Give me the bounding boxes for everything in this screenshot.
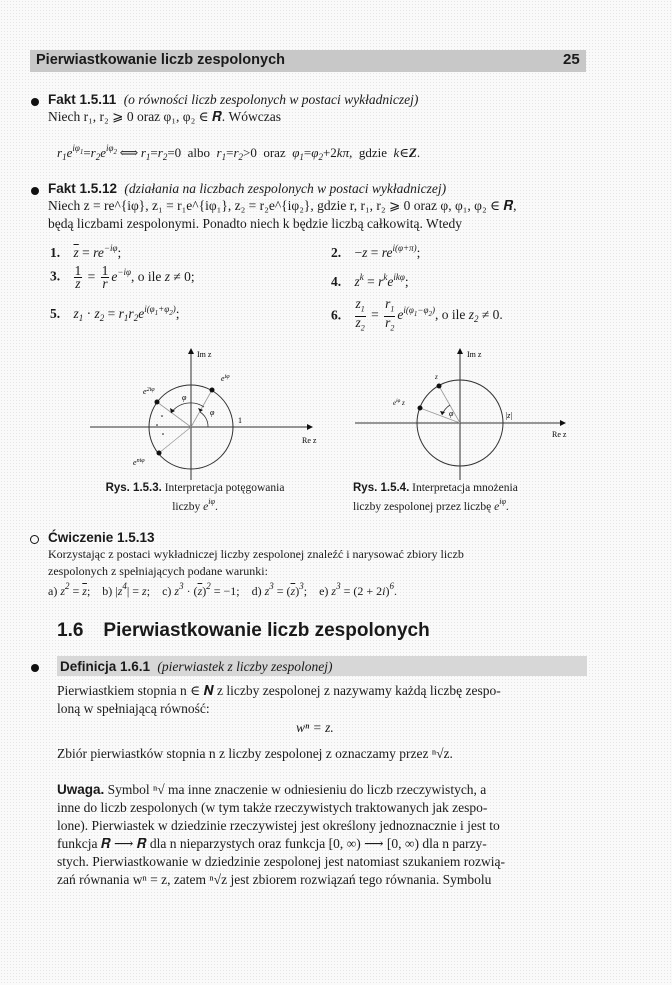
fakt-1-5-11-formula: $r_1e^{i\varphi_1}=r_2e^{i\varphi_2}$ ⟺ $r_1=r_2=0$ albo $r_1=r_2>0$ oraz $\varphi_1=\varphi_2+2k\pi$, gdzie k∈Z. bbox=[57, 143, 421, 162]
cwiczenie-line1: Korzystając z postaci wykładniczej liczby zespolonej znaleźć i narysować zbiory liczb bbox=[48, 547, 464, 561]
figure-1-5-3-caption: Rys. 1.5.3. Interpretacja potęgowania liczby $e^{i\varphi}$. bbox=[105, 482, 285, 513]
svg-text:φ: φ bbox=[449, 409, 454, 418]
svg-text:z: z bbox=[435, 373, 438, 381]
filled-bullet-icon bbox=[31, 187, 39, 195]
figure-power-interpretation bbox=[90, 345, 330, 480]
definicja-line2: loną w spełniającą równość: bbox=[57, 701, 210, 716]
point-e-niphi bbox=[157, 451, 162, 456]
point-e-iphi bbox=[210, 388, 215, 393]
unit-label: 1 bbox=[238, 416, 242, 425]
filled-bullet-icon bbox=[31, 664, 39, 672]
running-header-title: Pierwiastkowanie liczb zespolonych bbox=[36, 52, 285, 68]
formula-item-1: 1. $\overline{z} = re^{-i\varphi}$; bbox=[50, 243, 122, 260]
formula-item-3: 3. $\frac{1}{z}$ = $\frac{1}{r}$ $e^{-i\varphi}$, o ile z ≠ 0; bbox=[50, 263, 195, 291]
svg-text:e2iφ: $e^{2i\varphi}$ bbox=[143, 387, 155, 396]
figure-multiplication-interpretation bbox=[355, 345, 590, 480]
cwiczenie-label: Ćwiczenie 1.5.13 bbox=[48, 530, 155, 545]
definicja-heading: Definicja 1.6.1 (pierwiastek z liczby zespolonej) bbox=[60, 659, 333, 674]
definicja-line3: Zbiór pierwiastków stopnia n z liczby zespolonej z oznaczamy przez ⁿ√z. bbox=[57, 746, 453, 761]
uwaga-line-5: stych. Pierwiastkowanie w dziedzinie zespolonej jest natomiast szukaniem rozwią- bbox=[57, 854, 505, 869]
im-axis-label: Im z bbox=[467, 350, 482, 359]
fakt-1-5-12-heading bbox=[48, 181, 446, 197]
point-e-2iphi bbox=[155, 400, 160, 405]
point-z bbox=[437, 384, 442, 389]
uwaga-line-1: Uwaga. Symbol ⁿ√ ma inne znaczenie w odniesieniu do liczb rzeczywistych, a bbox=[57, 782, 487, 797]
im-axis-label: Im z bbox=[197, 350, 212, 359]
fakt-1-5-12-line1: Niech z = re^{iφ}, z₁ = r₁e^{iφ₁}, z₂ = r₂e^{iφ₂}, gdzie r, r₁, r₂ ⩾ 0 oraz φ, φ₁, φ₂ ∈ 𝑹, bbox=[48, 198, 517, 213]
svg-text:φ: φ bbox=[210, 408, 215, 417]
formula-item-4: 4. $z^k = r^ke^{ik\varphi}$; bbox=[331, 272, 409, 289]
modulus-label: |z| bbox=[505, 411, 513, 420]
fakt-1-5-11-heading bbox=[48, 92, 418, 108]
fakt-1-5-11-text: Niech r₁, r₂ ⩾ 0 oraz φ₁, φ₂ ∈ 𝑹. Wówczas bbox=[48, 109, 282, 124]
filled-bullet-icon bbox=[31, 98, 39, 106]
re-axis-label: Re z bbox=[552, 430, 567, 439]
fakt-subtitle: (o równości liczb zespolonych w postaci wykładniczej) bbox=[123, 92, 419, 107]
definicja-line1: Pierwiastkiem stopnia n ∈ 𝑵 z liczby zespolonej z nazywamy każdą liczbę zespo- bbox=[57, 683, 501, 698]
svg-text:eniφ: $e^{ni\varphi}$ bbox=[133, 458, 145, 467]
cwiczenie-line2: zespolonych z spełniających podane warunki: bbox=[48, 564, 268, 578]
uwaga-line-6: zań równania wⁿ = z, zatem ⁿ√z jest zbiorem rozwiązań tego równania. Symbolu bbox=[57, 872, 492, 887]
open-bullet-icon bbox=[30, 535, 39, 544]
formula-item-2: 2. $-z = re^{i(\varphi+\pi)}$; bbox=[331, 243, 421, 260]
formula-item-5: 5. $z_1 \cdot z_2 = r_1r_2e^{i(\varphi_1+\varphi_2)}$; bbox=[50, 304, 180, 323]
svg-text:φ: φ bbox=[182, 393, 187, 402]
formula-item-6: 6. $\frac{z_1}{z_2}$ = $\frac{r_1}{r_2}$ $e^{i(\varphi_1-\varphi_2)}$, o ile $z_2 \ne 0$. bbox=[331, 296, 503, 333]
fakt-1-5-12-line2: będą liczbami zespolonymi. Ponadto niech k będzie liczbą całkowitą. Wtedy bbox=[48, 216, 462, 231]
fakt-label: Fakt 1.5.11 bbox=[48, 92, 117, 107]
figure-1-5-4-caption: Rys. 1.5.4. Interpretacja mnożenia liczby zespolonej przez liczbę $e^{i\varphi}$. bbox=[353, 482, 518, 513]
uwaga-line-2: inne do liczb zespolonych (w tym także rzeczywistych traktowanych jak zespo- bbox=[57, 800, 488, 815]
cwiczenie-parts: a) $z^2 = \overline{z}$; b) $|z^4| = z$; c) $z^3 \cdot (\overline{z})^2 = -1$; d) $z^3 = (\overline{z})^3$; e) $z^3 = (2 + 2i)^6$. bbox=[48, 581, 397, 598]
uwaga-line-4: funkcja 𝑹 ⟶ 𝑹 dla n nieparzystych oraz funkcja [0, ∞) ⟶ [0, ∞) dla n parzy- bbox=[57, 836, 487, 851]
point-e-iphi-z bbox=[418, 406, 423, 411]
svg-text:eiφ z: $e^{i\varphi}$ z bbox=[393, 399, 405, 407]
definicja-formula: wⁿ = z. bbox=[296, 720, 334, 735]
svg-text:eiφ: $e^{i\varphi}$ bbox=[221, 374, 230, 383]
page-number: 25 bbox=[563, 51, 580, 68]
re-axis-label: Re z bbox=[302, 436, 317, 445]
uwaga-line-3: lone). Pierwiastek w dziedzinie rzeczywistej jest określony jednoznacznie i jest to bbox=[57, 818, 500, 833]
section-heading: 1.6 Pierwiastkowanie liczb zespolonych bbox=[57, 620, 430, 641]
fakt-label: Fakt 1.5.12 bbox=[48, 181, 118, 196]
fakt-subtitle: (działania na liczbach zespolonych w postaci wykładniczej) bbox=[124, 181, 447, 196]
